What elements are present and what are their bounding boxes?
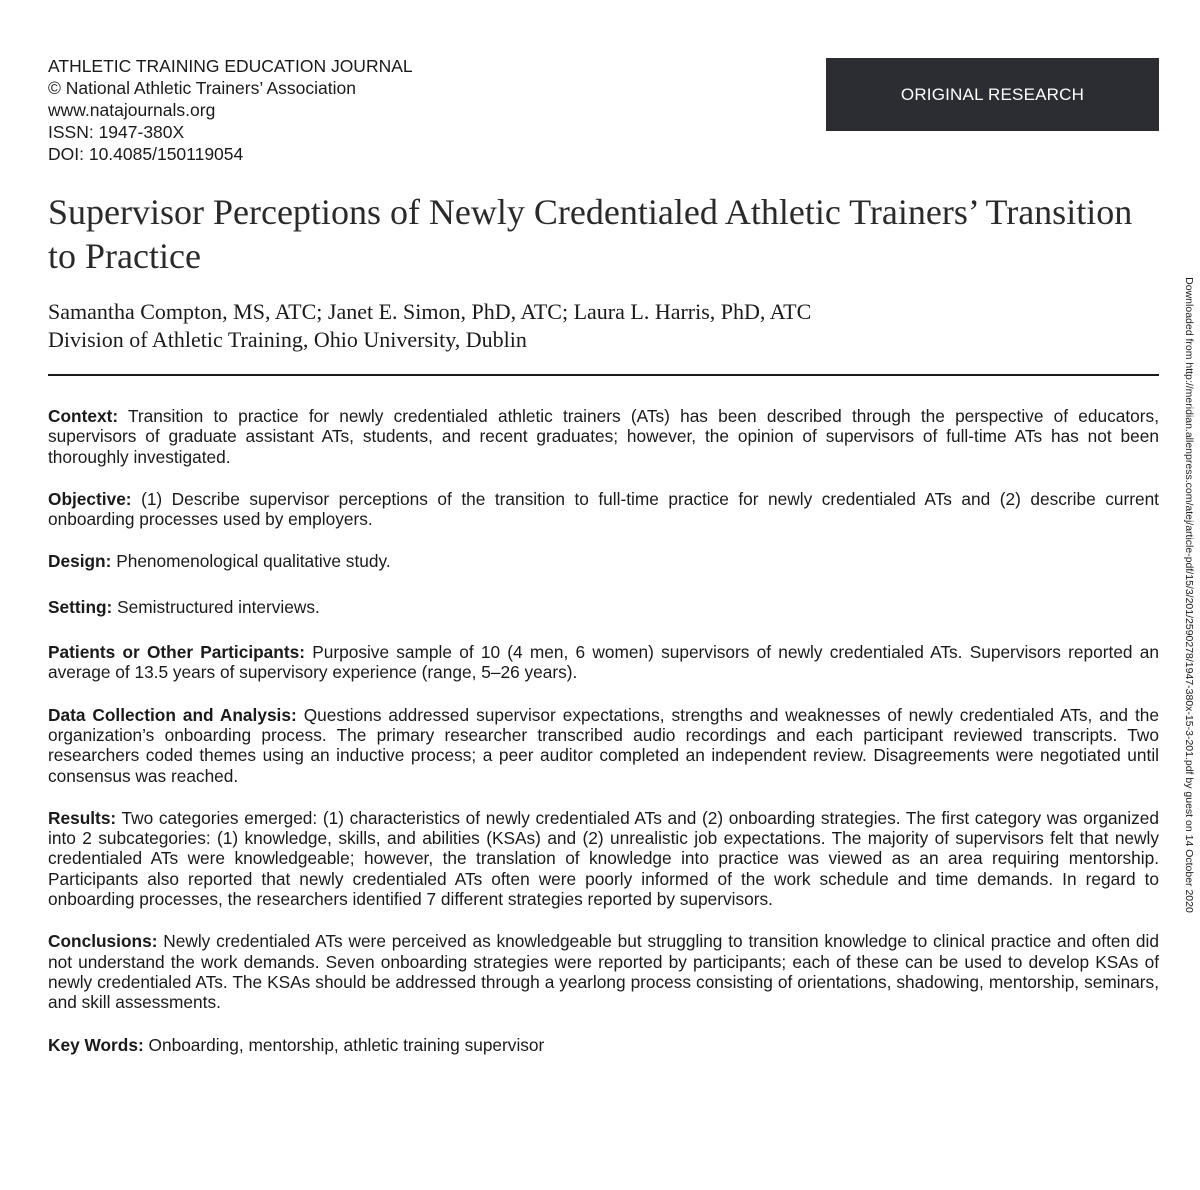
abstract-objective: [48, 489, 1159, 530]
section-text: Questions addressed supervisor expectations, strengths and weaknesses of newly credentialed ATs, and the organization’s onboarding process. The primary researcher transcribed audio recordings and each participant reviewed transcripts. Two researchers coded themes using an inductive process; a peer auditor completed an independent review. Disagreements were negotiated until consensus was reached.: [48, 704, 1159, 786]
title-divider: [48, 374, 1159, 376]
section-text: Purposive sample of 10 (4 men, 6 women) supervisors of newly credentialed ATs. Supervisors reported an average of 13.5 years of supervisory experience (range, 5–26 years).: [48, 642, 1159, 683]
section-heading: Results:: [48, 807, 117, 828]
section-text: Onboarding, mentorship, athletic training supervisor: [148, 1034, 545, 1055]
journal-info: [48, 55, 413, 165]
abstract-design: [48, 551, 1159, 571]
section-heading: Key Words:: [48, 1034, 144, 1055]
section-heading: Design:: [48, 551, 112, 572]
abstract-conclusions: [48, 931, 1159, 1012]
section-text: Phenomenological qualitative study.: [116, 551, 391, 572]
abstract-context: [48, 406, 1159, 467]
section-heading: Data Collection and Analysis:: [48, 704, 297, 725]
section-heading: Context:: [48, 406, 119, 426]
section-heading: Patients or Other Participants:: [48, 642, 305, 663]
article-type-label: ORIGINAL RESEARCH: [900, 84, 1085, 104]
section-text: Semistructured interviews.: [117, 596, 320, 617]
abstract-key-words: [48, 1035, 1159, 1055]
abstract: [48, 406, 1159, 1055]
section-text: Newly credentialed ATs were perceived as knowledgeable but struggling to transition knowledge to clinical practice and often did not understand the work demands. Seven onboarding strategies were reported by participants; each of these can be used to develop KSAs of newly credentialed ATs. The KSAs should be addressed through a yearlong process consisting of orientations, shadowing, mentorship, seminars, and skill assessments.: [48, 931, 1159, 1013]
affiliation: Division of Athletic Training, Ohio University, Dublin: [48, 327, 527, 352]
download-watermark: Downloaded from http://meridian.allenpress.com/atej/article-pdf/15/3/201/2590278/1947-380x-15-3-201.pdf by guest on 14 October 2020: [1183, 277, 1195, 913]
article-type-badge: [826, 58, 1159, 131]
copyright-line: © National Athletic Trainers’ Association: [48, 78, 356, 98]
abstract-results: [48, 808, 1159, 909]
abstract-setting: [48, 597, 1159, 617]
issn-line: ISSN: 1947-380X: [48, 122, 185, 142]
doi-line: DOI: 10.4085/150119054: [48, 144, 244, 164]
article-title: Supervisor Perceptions of Newly Credentialed Athletic Trainers’ Transition to Practice: [48, 192, 1133, 276]
author-block: [48, 298, 1158, 354]
section-text: Two categories emerged: (1) characteristics of newly credentialed ATs and (2) onboarding strategies. The first category was organized into 2 subcategories: (1) knowledge, skills, and abilities (KSAs) and (2) unrealistic job expectations. The majority of supervisors felt that newly credentialed ATs were knowledgeable; however, the translation of knowledge into practice was viewed as an area requiring mentorship. Participants also reported that newly credentialed ATs often were poorly informed of the work schedule and time demands. In regard to onboarding processes, the researchers identified 7 different strategies reported by supervisors.: [48, 807, 1159, 910]
section-heading: Conclusions:: [48, 931, 158, 952]
section-heading: Setting:: [48, 596, 113, 617]
abstract-participants: [48, 642, 1159, 683]
section-heading: Objective:: [48, 488, 132, 509]
section-text: Transition to practice for newly credentialed athletic trainers (ATs) has been described through the perspective of educators, supervisors of graduate assistant ATs, students, and recent graduates; however, the opinion of supervisors of full-time ATs has not been thoroughly investigated.: [48, 406, 1159, 467]
abstract-data-collection: [48, 705, 1159, 786]
section-text: (1) Describe supervisor perceptions of the transition to full-time practice for newly credentialed ATs and (2) describe current onboarding processes used by employers.: [48, 488, 1159, 530]
author-list: Samantha Compton, MS, ATC; Janet E. Simon, PhD, ATC; Laura L. Harris, PhD, ATC: [48, 299, 812, 324]
journal-website-link[interactable]: www.natajournals.org: [48, 100, 216, 120]
journal-name: ATHLETIC TRAINING EDUCATION JOURNAL: [48, 56, 413, 76]
